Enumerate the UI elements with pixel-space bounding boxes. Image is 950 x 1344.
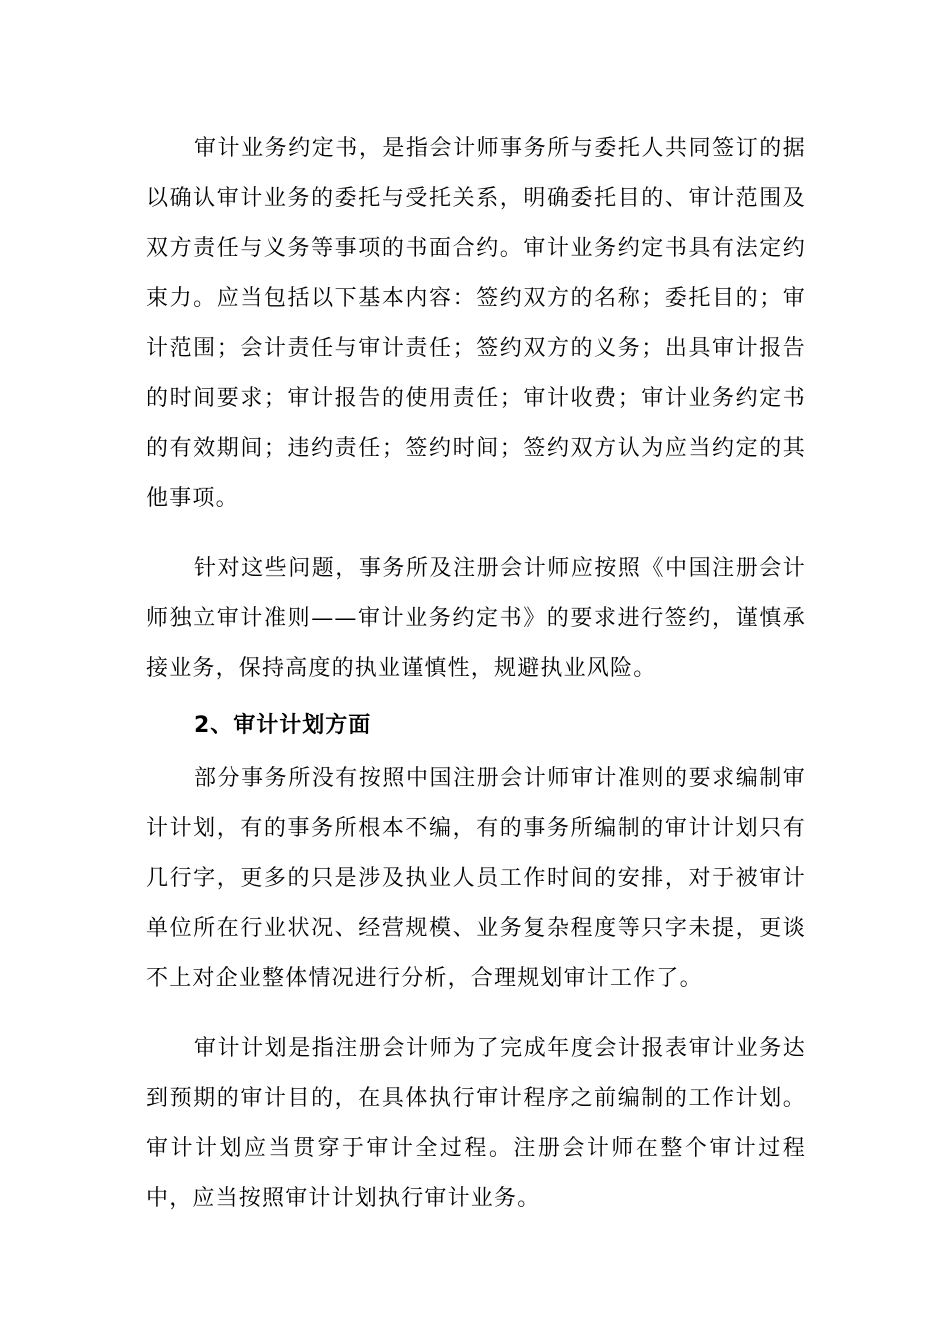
paragraph-audit-plan-definition: 审计计划是指注册会计师为了完成年度会计报表审计业务达到预期的审计目的，在具体执行审计程序之前编制的工作计划。审计计划应当贯穿于审计全过程。注册会计师在整个审计过程中，应当按照审计计划执行审计业务。 bbox=[146, 1036, 806, 1211]
paragraph-engagement-letter-definition: 审计业务约定书，是指会计师事务所与委托人共同签订的据以确认审计业务的委托与受托关系，明确委托目的、审计范围及双方责任与义务等事项的书面合约。审计业务约定书具有法定约束力。应当包括以下基本内容：签约双方的名称；委托目的；审计范围；会计责任与审计责任；签约双方的义务；出具审计报告的时间要求；审计报告的使用责任；审计收费；审计业务约定书的有效期间；违约责任；签约时间；签约双方认为应当约定的其他事项。 bbox=[146, 136, 806, 511]
paragraph-spacer bbox=[146, 1004, 806, 1024]
document-body bbox=[146, 124, 806, 1224]
paragraph-engagement-recommendation: 针对这些问题，事务所及注册会计师应按照《中国注册会计师独立审计准则——审计业务约定书》的要求进行签约，谨慎承接业务，保持高度的执业谨慎性，规避执业风险。 bbox=[146, 556, 806, 681]
paragraph-audit-plan-problems: 部分事务所没有按照中国注册会计师审计准则的要求编制审计计划，有的事务所根本不编，有的事务所编制的审计计划只有几行字，更多的只是涉及执业人员工作时间的安排，对于被审计单位所在行业状况、经营规模、业务复杂程度等只字未提，更谈不上对企业整体情况进行分析，合理规划审计工作了。 bbox=[146, 766, 806, 991]
paragraph-spacer bbox=[146, 524, 806, 544]
section-heading-audit-plan: 2、审计计划方面 bbox=[194, 713, 372, 738]
